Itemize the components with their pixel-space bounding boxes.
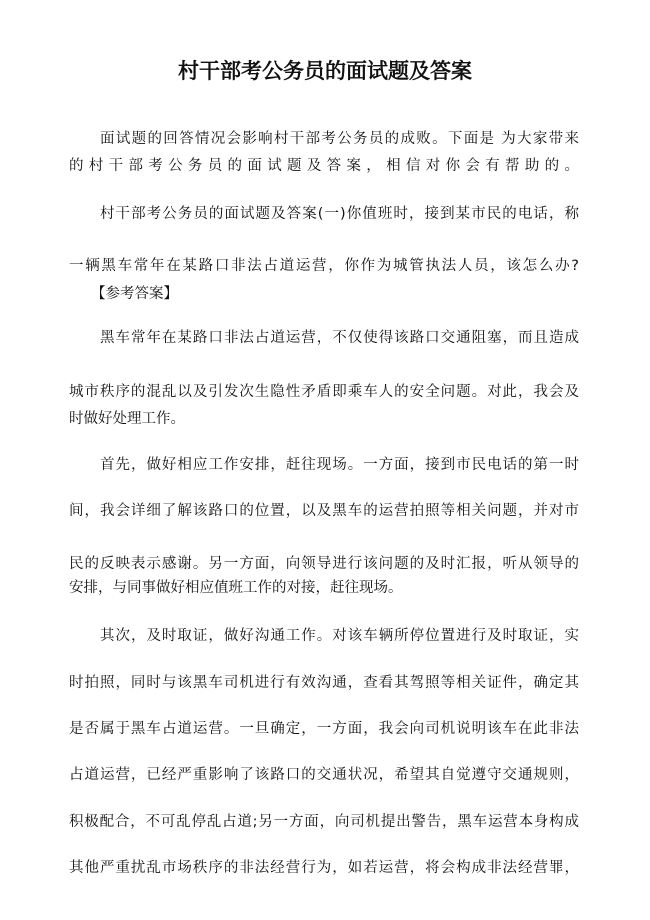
document-title: 村干部考公务员的面试题及答案 — [178, 59, 472, 83]
paragraph-line: 是否属于黑车占道运营。一旦确定，一方面，我会向司机说明该车在此非法 — [69, 721, 579, 737]
paragraph-line: 安排，与同事做好相应值班工作的对接，赶往现场。 — [69, 580, 403, 596]
paragraph-line: 城市秩序的混乱以及引发次生隐性矛盾即乘车人的安全问题。对此，我会及 — [69, 384, 579, 400]
paragraph-line: 首先，做好相应工作安排，赶往现场。一方面，接到市民电话的第一时 — [100, 457, 579, 473]
paragraph-line: 民的反映表示感谢。另一方面，向领导进行该问题的及时汇报，听从领导的 — [69, 556, 579, 572]
answer-label: 【参考答案】 — [91, 286, 178, 302]
paragraph-line: 面试题的回答情况会影响村干部考公务员的成败。下面是 为大家带来 — [100, 131, 579, 147]
paragraph-line: 占道运营，已经严重影响了该路口的交通状况，希望其自觉遵守交通规则， — [69, 767, 579, 783]
paragraph-line: 间，我会详细了解该路口的位置，以及黑车的运营拍照等相关问题，并对市 — [69, 503, 579, 519]
paragraph-line: 时做好处理工作。 — [69, 411, 185, 427]
paragraph-line: 积极配合，不可乱停乱占道;另一方面，向司机提出警告，黑车运营本身构成 — [69, 814, 579, 830]
paragraph-line: 其次，及时取证，做好沟通工作。对该车辆所停位置进行及时取证，实 — [100, 628, 579, 644]
paragraph-line: 村干部考公务员的面试题及答案(一)你值班时，接到某市民的电话，称 — [100, 206, 579, 222]
paragraph-line: 一辆黑车常年在某路口非法占道运营，你作为城管执法人员，该怎么办? — [69, 258, 579, 274]
paragraph-line: 的村干部考公务员的面试题及答案，相信对你会有帮助的。 — [69, 158, 579, 174]
paragraph-line: 黑车常年在某路口非法占道运营，不仅使得该路口交通阻塞，而且造成 — [100, 330, 579, 346]
paragraph-line: 其他严重扰乱市场秩序的非法经营行为，如若运营，将会构成非法经营罪， — [69, 860, 579, 876]
paragraph-line: 时拍照，同时与该黑车司机进行有效沟通，查看其驾照等相关证件，确定其 — [69, 675, 579, 691]
